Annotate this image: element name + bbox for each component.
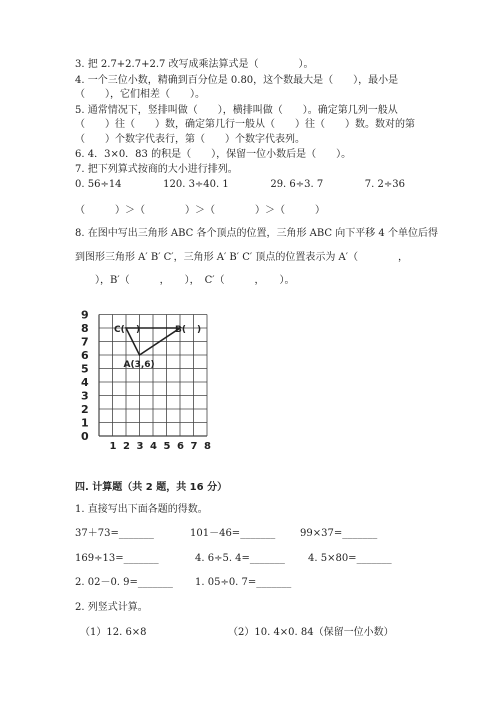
question-5-line3: （ ）个数字代表行，第（ ）个数字代表列。 [75,134,305,145]
calc-item: 1. 05÷0. 7=_______ [195,577,292,588]
vertex-b-label-end: ) [197,325,202,335]
calc-item: 37＋73=_______ [75,528,154,539]
vertical-calc-1: （1）12. 6×8 [80,627,147,638]
x-tick-label: 4 [150,441,157,452]
question-8-line1: 8. 在图中写出三角形 ABC 各个顶点的位置，三角形 ABC 向下平移 4 个单位后得 [75,228,438,239]
y-tick-label: 5 [81,362,89,376]
x-tick-label: 5 [163,441,171,452]
y-tick-label: 9 [81,308,89,322]
question-5-line2: （ ）往（ ）数，确定第几行一般从（ ）往（ ）数。数对的第 [75,119,415,130]
x-tick-label: 1 [109,441,117,452]
question-8-line2: 到图形三角形 A′ B′ C′，三角形 A′ B′ C′ 顶点的位置表示为 A′（ ， [75,252,408,263]
question-5-line1: 5. 通常情况下，竖排叫做（ ），横排叫做（ ）。确定第几列一般从 [75,105,398,116]
question-3: 3. 把 2.7+2.7+2.7 改写成乘法算式是（ ）。 [75,59,314,70]
calc-row-3 [75,576,291,589]
calc-item: 4. 5×80=_______ [308,553,392,564]
y-tick-label: 1 [81,416,89,430]
question-4-line2: （ ），它们相差（ ）。 [75,89,205,100]
x-tick-label: 3 [136,441,144,452]
x-tick-label: 7 [190,441,198,452]
x-tick-label: 8 [204,441,211,452]
y-tick-label: 4 [81,376,89,389]
section-4-title: 四. 计算题（共 2 题，共 16 分） [75,482,228,493]
calc-item: 2. 02－0. 9=_______ [75,577,173,588]
y-tick-label: 2 [81,403,89,416]
calc-row-2 [75,552,392,565]
question-7-expressions [75,178,405,191]
expression: 120. 3÷40. 1 [163,179,229,190]
calc-item: 101－46=_______ [190,528,276,539]
calc-row-1 [75,527,377,540]
vertical-calc-row [80,626,394,639]
y-tick-label: 7 [81,335,89,349]
calc-item: 99×37=_______ [300,528,378,539]
expression: 29. 6÷3. 7 [270,179,324,190]
vertex-c-label-end: ) [136,325,141,335]
coordinate-grid [72,305,211,452]
x-axis-labels [110,441,212,452]
expression: 7. 2÷36 [364,179,405,190]
vertex-b-label: B( [175,325,186,335]
question-7: 7. 把下列算式按商的大小进行排列。 [75,164,238,175]
section-4-sub1: 1. 直接写出下面各题的得数。 [75,504,208,515]
calc-item: 4. 6÷5. 4=_______ [195,553,285,564]
y-tick-label: 8 [81,322,89,335]
x-tick-label: 2 [123,441,130,452]
expression: 0. 56÷14 [75,179,122,190]
calc-item: 169÷13=_______ [75,553,159,564]
vertex-c-label: C( [114,325,125,335]
question-7-comparison: （ ）＞（ ）＞（ ）＞（ ） [75,205,325,216]
x-tick-label: 6 [177,441,184,452]
section-4-sub2: 2. 列竖式计算。 [75,602,148,613]
y-tick-label: 0 [81,430,89,443]
y-axis-labels [81,309,89,444]
grid-svg [72,305,211,452]
question-4-line1: 4. 一个三位小数，精确到百分位是 0.80，这个数最大是（ ），最小是 [75,75,399,86]
question-6: 6. 4．3×0．83 的积是（ ），保留一位小数后是（ ）。 [75,149,352,160]
y-tick-label: 3 [81,389,89,403]
vertex-a-label: A(3,6) [123,360,155,370]
question-8-line3: ），B′（ ， ）， C′（ ， ）。 [75,275,295,286]
y-tick-label: 6 [81,349,89,362]
vertical-calc-2: （2）10. 4×0. 84（保留一位小数） [228,627,394,638]
